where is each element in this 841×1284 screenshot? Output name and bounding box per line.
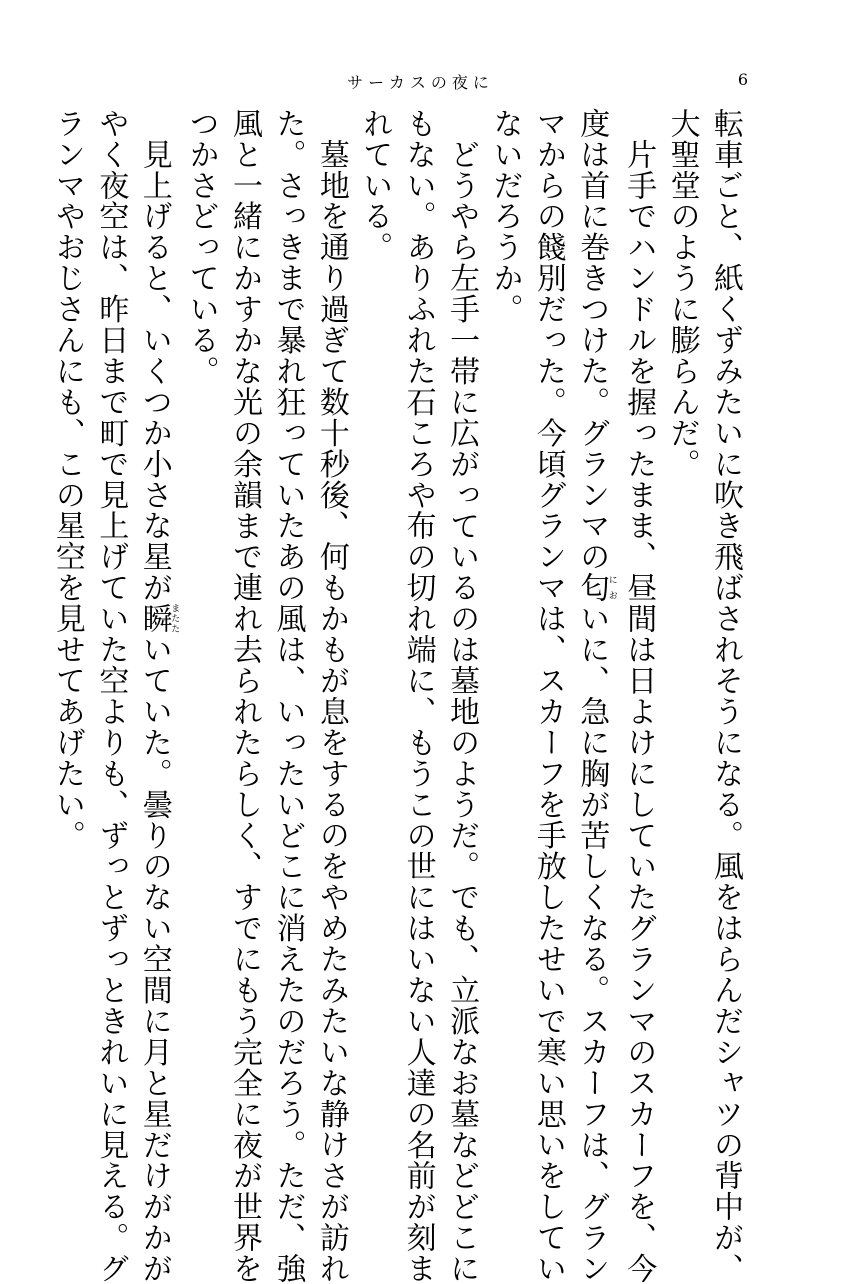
text-line (309, 108, 352, 1284)
ruby-base: 瞬 (136, 603, 172, 635)
text-line (660, 108, 703, 1118)
ruby-reading: にお (606, 572, 617, 604)
page-number: 6 (737, 70, 749, 89)
text-segment: ランマやおじさんにも、この星空を見せてあげたい。 (49, 108, 85, 851)
text-segment: ないだろうか。 (487, 108, 523, 325)
body-text (49, 108, 747, 1284)
ruby-base: 匂 (574, 572, 610, 604)
running-title: サーカスの夜に (347, 73, 494, 92)
text-line (440, 108, 483, 1284)
text-line (526, 108, 569, 1284)
text-segment: やく夜空は、昨日まで町で見上げていた空よりも、ずっとずっときれいに見える。グ (93, 108, 129, 1284)
ruby-reading: またた (169, 603, 180, 635)
text-segment: マからの餞別だった。今頃グランマは、スカーフを手放したせいで寒い思いをしてい (530, 108, 566, 1284)
ruby-annotation (136, 603, 180, 635)
text-segment: れている。 (357, 108, 393, 263)
text-segment: 墓地を通り過ぎて数十秒後、何もかもが息をするのをやめたみたいな静けさが訪れ (313, 108, 349, 1284)
text-segment: 風と一緒にかすかな光の余韻まで連れ去られたらしく、すでにもう完全に夜が世界を (227, 108, 263, 1284)
text-segment: 転車ごと、紙くずみたいに吹き飛ばされそうになる。風をはらんだシャツの背中が、 (708, 108, 743, 1284)
text-line (223, 108, 266, 1284)
text-segment: もない。ありふれた石ころや布の切れ端に、もうこの世にはいない人達の名前が刻ま (400, 108, 436, 1284)
text-segment: 片手でハンドルを握ったまま、昼間は日よけにしていたグランマのスカーフを、今 (621, 108, 657, 1284)
text-line (46, 108, 89, 1118)
text-segment: どうやら左手一帯に広がっているのは墓地のようだ。でも、立派なお墓などどこに (444, 108, 480, 1284)
text-segment: 見上げると、いくつか小さな星が (136, 108, 172, 604)
text-line (89, 108, 132, 1284)
ruby-annotation (574, 572, 617, 604)
text-segment: いていた。曇りのない空間に月と星だけがかが (136, 634, 172, 1284)
text-line (132, 108, 180, 1284)
text-line (179, 108, 222, 1118)
text-line (483, 108, 526, 1118)
text-segment: た。さっきまで暴れ狂っていたあの風は、いったいどこに消えたのだろう。ただ、強 (270, 108, 306, 1284)
text-segment: 度は首に巻きつけた。グランマの (574, 108, 610, 573)
text-segment: つかさどっている。 (183, 108, 219, 387)
text-line (266, 108, 309, 1284)
text-line (353, 108, 396, 1118)
text-line (617, 108, 660, 1284)
text-segment: いに、急に胸が苦しくなる。スカーフは、グラン (574, 603, 610, 1284)
text-segment: 大聖堂のように膨らんだ。 (664, 108, 700, 480)
text-line (570, 108, 617, 1284)
text-line (396, 108, 439, 1284)
text-line (704, 108, 747, 1284)
